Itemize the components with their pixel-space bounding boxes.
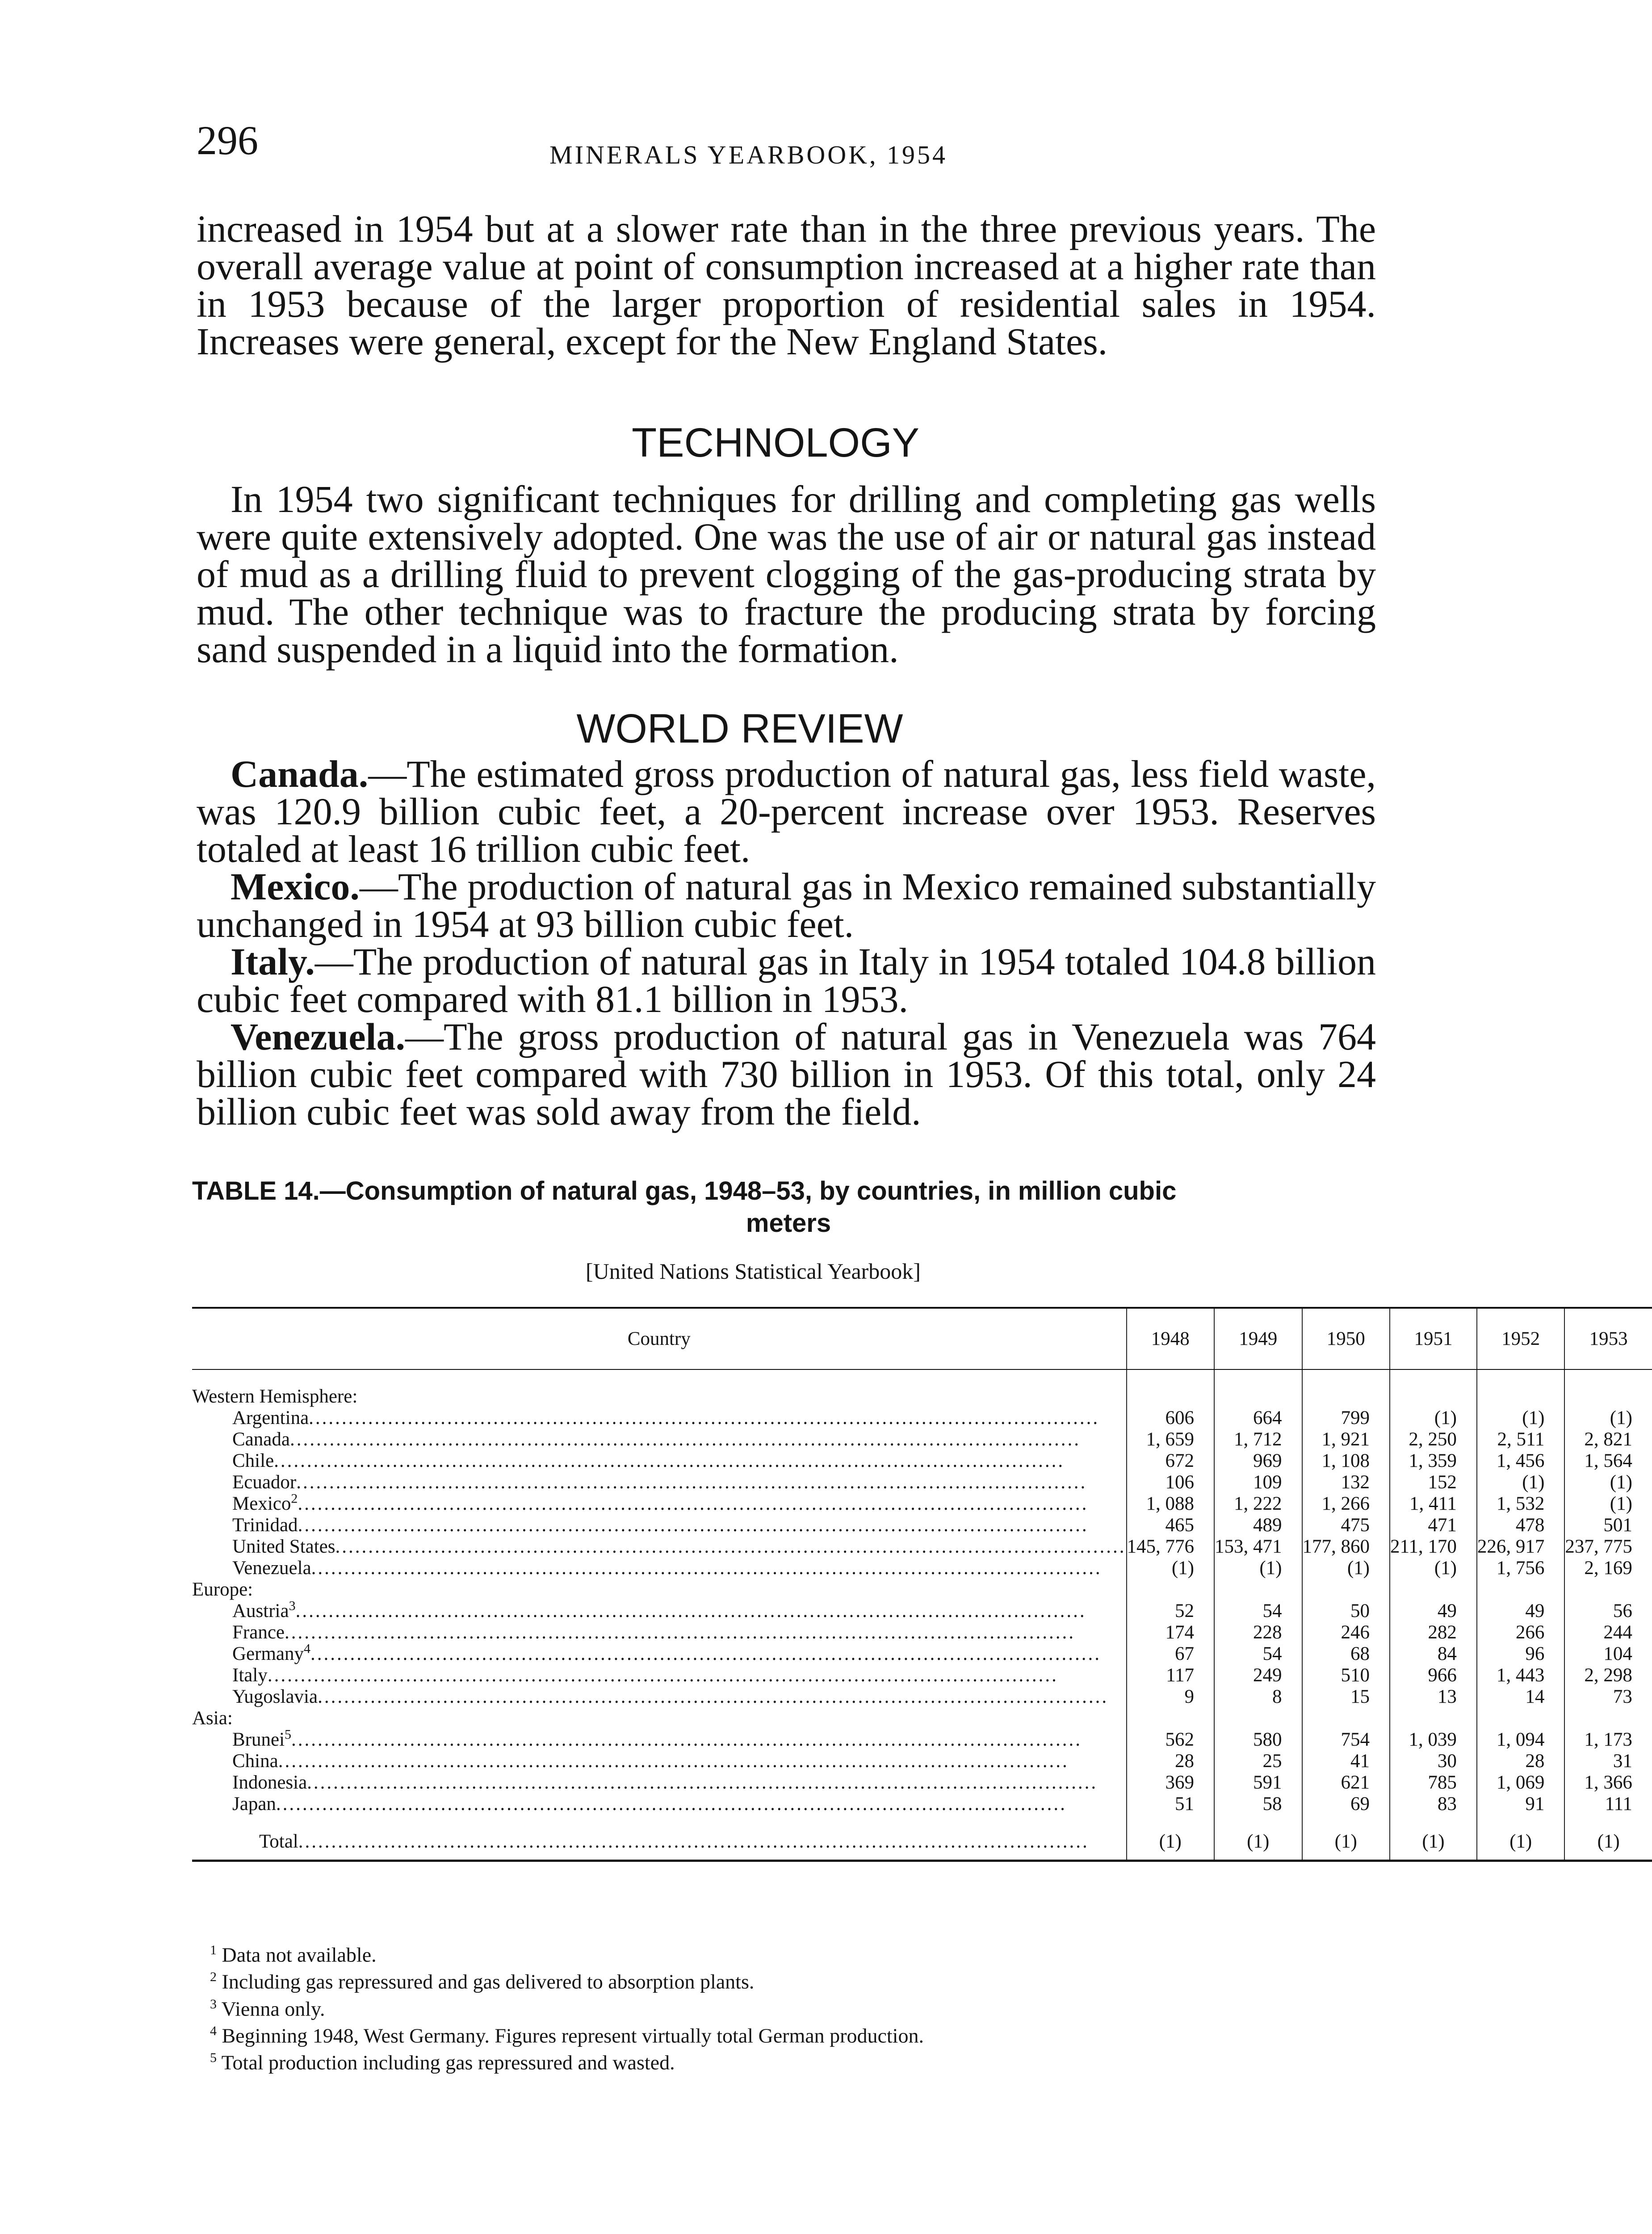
- table-bottom-rule: [192, 1861, 1652, 1862]
- table-cell-value: (1): [1477, 1472, 1565, 1493]
- footnote-marker: 3: [289, 1598, 296, 1613]
- table-cell-value: (1): [1390, 1831, 1477, 1861]
- table-cell-value: 104: [1564, 1643, 1652, 1665]
- table-row: [192, 1793, 1652, 1815]
- table-caption-line1: TABLE 14.—Consumption of natural gas, 1948–53, by countries, in million cubic: [192, 1176, 1177, 1205]
- table-cell-value: 1, 359: [1390, 1450, 1477, 1472]
- table-row-label: [192, 1772, 1127, 1793]
- table-cell-value: 1, 088: [1127, 1493, 1215, 1515]
- table-caption-line2: meters: [746, 1209, 831, 1238]
- technology-heading: TECHNOLOGY: [631, 420, 920, 466]
- leader-dots: ........................................................................................................................: [274, 1450, 1065, 1471]
- table-cell-value: 475: [1302, 1515, 1390, 1536]
- table-spacer-cell: [1214, 1369, 1302, 1386]
- table-cell-value: 91: [1477, 1793, 1565, 1815]
- footnote: [210, 1966, 924, 1993]
- table-spacer-cell: [1390, 1369, 1477, 1386]
- table-cell-value: (1): [1564, 1407, 1652, 1429]
- page-number: 296: [197, 118, 258, 163]
- table-spacer-cell: [1477, 1815, 1565, 1831]
- table-cell-value: 49: [1477, 1600, 1565, 1622]
- table-cell-value: 672: [1127, 1450, 1215, 1472]
- table-row-label: [192, 1729, 1127, 1751]
- table-group-row: [192, 1386, 1652, 1407]
- table-cell-empty: [1477, 1386, 1565, 1407]
- table-spacer-cell: [1127, 1815, 1215, 1831]
- table-spacer-cell: [1477, 1369, 1565, 1386]
- footnote-number: 5: [210, 2050, 217, 2066]
- table-cell-value: 83: [1390, 1793, 1477, 1815]
- table-cell-value: 58: [1214, 1793, 1302, 1815]
- leader-dots: ........................................................................................................................: [289, 1429, 1081, 1450]
- table-cell-value: 1, 069: [1477, 1772, 1565, 1793]
- table-row: [192, 1686, 1652, 1708]
- country-name: Italy: [232, 1665, 268, 1686]
- table-row-label: [192, 1665, 1127, 1686]
- table-cell-value: 2, 511: [1477, 1429, 1565, 1450]
- table-group-label: Europe:: [192, 1579, 253, 1600]
- leader-dots: ........................................................................................................................: [307, 1772, 1098, 1793]
- country-name: United States: [232, 1536, 335, 1557]
- table-row: [192, 1493, 1652, 1515]
- table-cell-value: 489: [1214, 1515, 1302, 1536]
- table-cell-value: 15: [1302, 1686, 1390, 1708]
- leader-dots: ........................................................................................................................: [278, 1751, 1069, 1772]
- table-spacer-cell: [1302, 1815, 1390, 1831]
- table-spacer-cell: [192, 1815, 1127, 1831]
- table-cell-empty: [1302, 1708, 1390, 1729]
- table-cell-empty: [1302, 1386, 1390, 1407]
- intro-paragraph: increased in 1954 but at a slower rate than in the three previous years. The overall average value at point of consumption increased at a higher rate than in 1953 because of the larger proportion of residential sales in 1954. Increases were general, except for the New England States.: [197, 207, 1376, 363]
- table-spacer-cell: [1127, 1369, 1215, 1386]
- table-row-label: [192, 1793, 1127, 1815]
- table-cell-value: 621: [1302, 1772, 1390, 1793]
- table-cell-value: 132: [1302, 1472, 1390, 1493]
- country-name: Chile: [232, 1450, 274, 1471]
- footnote-number: 2: [210, 1969, 217, 1985]
- table-cell-empty: [1477, 1708, 1565, 1729]
- table-row-label: [192, 1407, 1127, 1429]
- table-group-row: [192, 1708, 1652, 1729]
- table-cell-value: 8: [1214, 1686, 1302, 1708]
- country-lead: Mexico.: [231, 865, 360, 908]
- table-bottom-rule-cell: [192, 1861, 1652, 1862]
- table-cell-value: (1): [1302, 1831, 1390, 1861]
- table-cell-value: 1, 266: [1302, 1493, 1390, 1515]
- table-group-label: Western Hemisphere:: [192, 1386, 358, 1407]
- table-cell-value: 1, 756: [1477, 1558, 1565, 1579]
- column-header-year: 1948: [1127, 1308, 1215, 1369]
- table-row: [192, 1558, 1652, 1579]
- column-header-year: 1950: [1302, 1308, 1390, 1369]
- table-row-label: [192, 1450, 1127, 1472]
- table-spacer-cell: [192, 1369, 1127, 1386]
- table-cell-value: 2, 821: [1564, 1429, 1652, 1450]
- country-lead: Canada.: [231, 752, 369, 795]
- world-paragraph-italy: [197, 940, 1376, 1020]
- country-name: Mexico: [232, 1493, 291, 1514]
- leader-dots: ........................................................................................................................: [296, 1472, 1087, 1493]
- table-row-label: [192, 1686, 1127, 1708]
- table-cell-empty: [1302, 1579, 1390, 1600]
- table-cell-value: 68: [1302, 1643, 1390, 1665]
- table-cell-value: 249: [1214, 1665, 1302, 1686]
- table-cell-value: 41: [1302, 1751, 1390, 1772]
- table-cell-value: 50: [1302, 1600, 1390, 1622]
- table-cell-value: 69: [1302, 1793, 1390, 1815]
- table-cell-empty: [1564, 1579, 1652, 1600]
- footnote: [210, 1939, 924, 1966]
- column-header-year: 1953: [1564, 1308, 1652, 1369]
- table-row-label: [192, 1515, 1127, 1536]
- table-spacer-cell: [1564, 1815, 1652, 1831]
- table-row-label: [192, 1600, 1127, 1622]
- table-cell-value: 1, 443: [1477, 1665, 1565, 1686]
- technology-paragraph: In 1954 two significant techniques for drilling and completing gas wells were quite extensively adopted. One was the use of air or natural gas instead of mud as a drilling fluid to prevent clogging of the gas-producing strata by mud. The other technique was to fracture the producing strata by forcing sand suspended in a liquid into the formation.: [197, 478, 1376, 671]
- table-cell-value: 2, 298: [1564, 1665, 1652, 1686]
- footnotes: [210, 1939, 924, 2074]
- table-cell-value: 25: [1214, 1751, 1302, 1772]
- table-header-row: [192, 1308, 1652, 1369]
- table-body: [192, 1369, 1652, 1862]
- table-cell-value: 1, 222: [1214, 1493, 1302, 1515]
- table-cell-value: 174: [1127, 1622, 1215, 1643]
- table-cell-value: 591: [1214, 1772, 1302, 1793]
- table-cell-value: (1): [1564, 1831, 1652, 1861]
- table-cell-value: 111: [1564, 1793, 1652, 1815]
- table-cell-value: 369: [1127, 1772, 1215, 1793]
- paragraph-text: —The estimated gross production of natural gas, less field waste, was 120.9 billion cubic feet, a 20-percent increase over 1953. Reserves totaled at least 16 trillion cubic feet.: [197, 752, 1376, 870]
- leader-dots: ........................................................................................................................: [311, 1558, 1102, 1579]
- world-review-section: [197, 752, 1376, 1133]
- footnote-text: Including gas repressured and gas delivered to absorption plants.: [222, 1970, 755, 1993]
- table-spacer-row: [192, 1369, 1652, 1386]
- table-cell-value: 1, 532: [1477, 1493, 1565, 1515]
- table-source: [United Nations Statistical Yearbook]: [586, 1259, 921, 1284]
- table-cell-value: 1, 094: [1477, 1729, 1565, 1751]
- table-cell-value: 478: [1477, 1515, 1565, 1536]
- table-cell-empty: [1390, 1386, 1477, 1407]
- footnote-text: Data not available.: [222, 1943, 377, 1966]
- table-cell-value: 49: [1390, 1600, 1477, 1622]
- table-cell-empty: [1127, 1386, 1215, 1407]
- total-label: Total: [259, 1831, 298, 1852]
- country-name: Canada: [232, 1429, 290, 1450]
- footnote-number: 3: [210, 1996, 217, 2011]
- paragraph-text: —The gross production of natural gas in Venezuela was 764 billion cubic feet compared with 730 billion in 1953. Of this total, only 24 billion cubic feet was sold away from the field.: [197, 1015, 1376, 1133]
- table-cell-value: 84: [1390, 1643, 1477, 1665]
- table-cell-value: (1): [1390, 1558, 1477, 1579]
- country-name: Germany: [232, 1643, 304, 1664]
- table-spacer-cell: [1564, 1369, 1652, 1386]
- footnote-text: Total production including gas repressured and wasted.: [221, 2051, 675, 2074]
- table-cell-value: 580: [1214, 1729, 1302, 1751]
- column-header-year: 1952: [1477, 1308, 1565, 1369]
- table-row: [192, 1622, 1652, 1643]
- table-cell-value: 1, 712: [1214, 1429, 1302, 1450]
- paragraph-text: —The production of natural gas in Mexico remained substantially unchanged in 1954 at 93 billion cubic feet.: [197, 865, 1376, 945]
- country-name: Trinidad: [232, 1515, 298, 1536]
- table-row-label: [192, 1429, 1127, 1450]
- footnote: [210, 2047, 924, 2074]
- table-cell-value: 465: [1127, 1515, 1215, 1536]
- world-paragraph-mexico: [197, 865, 1376, 945]
- table-cell-value: 109: [1214, 1472, 1302, 1493]
- table-cell-value: 1, 039: [1390, 1729, 1477, 1751]
- footnote-number: 4: [210, 2023, 217, 2038]
- table-cell-empty: [1477, 1579, 1565, 1600]
- table-cell-value: 1, 366: [1564, 1772, 1652, 1793]
- footnote-marker: 2: [291, 1491, 298, 1506]
- table-cell-value: 28: [1477, 1751, 1565, 1772]
- table-row: [192, 1429, 1652, 1450]
- table-cell-value: (1): [1214, 1831, 1302, 1861]
- table-cell-value: 177, 860: [1302, 1536, 1390, 1558]
- table-spacer-cell: [1302, 1369, 1390, 1386]
- table-cell-empty: [1214, 1708, 1302, 1729]
- leader-dots: ........................................................................................................................: [295, 1600, 1086, 1621]
- country-name: Venezuela: [232, 1558, 311, 1579]
- table-cell-value: 31: [1564, 1751, 1652, 1772]
- table-row-label: [192, 1622, 1127, 1643]
- footnote: [210, 1993, 924, 2020]
- country-name: Austria: [232, 1600, 289, 1621]
- table-cell-value: 266: [1477, 1622, 1565, 1643]
- table-cell-value: (1): [1127, 1831, 1215, 1861]
- table-cell-value: 13: [1390, 1686, 1477, 1708]
- table-spacer-cell: [1390, 1815, 1477, 1831]
- table-cell-value: 1, 659: [1127, 1429, 1215, 1450]
- table-cell-value: 606: [1127, 1407, 1215, 1429]
- table-cell-value: 52: [1127, 1600, 1215, 1622]
- world-paragraph-canada: [197, 752, 1376, 870]
- table-cell-value: 117: [1127, 1665, 1215, 1686]
- country-name: Yugoslavia: [232, 1686, 318, 1707]
- column-header-country: Country: [192, 1308, 1127, 1369]
- country-name: Japan: [232, 1793, 276, 1814]
- table-cell-value: 106: [1127, 1472, 1215, 1493]
- table-row: [192, 1751, 1652, 1772]
- table-cell-value: 30: [1390, 1751, 1477, 1772]
- table-cell-value: 799: [1302, 1407, 1390, 1429]
- table-row: [192, 1472, 1652, 1493]
- leader-dots: ........................................................................................................................: [267, 1665, 1058, 1686]
- table-cell-value: 9: [1127, 1686, 1215, 1708]
- table-row-label: [192, 1831, 1127, 1861]
- table-row: [192, 1515, 1652, 1536]
- table-row-label: [192, 1493, 1127, 1515]
- table-cell-value: (1): [1390, 1407, 1477, 1429]
- table-cell-empty: [1214, 1386, 1302, 1407]
- footnote: [210, 2020, 924, 2047]
- country-lead: Venezuela.: [231, 1015, 405, 1058]
- country-name: China: [232, 1751, 278, 1772]
- leader-dots: ........................................................................................................................: [298, 1515, 1089, 1536]
- country-name: France: [232, 1622, 285, 1643]
- table-caption: [192, 1175, 1385, 1239]
- table-row: [192, 1600, 1652, 1622]
- table-cell-value: 2, 169: [1564, 1558, 1652, 1579]
- table-row: [192, 1450, 1652, 1472]
- leader-dots: ........................................................................................................................: [298, 1831, 1089, 1852]
- table-cell-value: 56: [1564, 1600, 1652, 1622]
- leader-dots: ........................................................................................................................: [291, 1729, 1082, 1750]
- table-cell-value: 969: [1214, 1450, 1302, 1472]
- table-cell-empty: [1390, 1579, 1477, 1600]
- table-cell-value: 471: [1390, 1515, 1477, 1536]
- table-cell-empty: [1564, 1386, 1652, 1407]
- table-cell-value: 67: [1127, 1643, 1215, 1665]
- footnote-text: Vienna only.: [221, 1997, 325, 2020]
- table-row-label: [192, 1751, 1127, 1772]
- table-cell-value: (1): [1477, 1407, 1565, 1429]
- country-name: Argentina: [232, 1407, 309, 1428]
- table-total-row: [192, 1831, 1652, 1861]
- table-cell-value: 1, 564: [1564, 1450, 1652, 1472]
- table-group-row: [192, 1579, 1652, 1600]
- footnote-marker: 5: [285, 1727, 292, 1742]
- table-group-label: Asia:: [192, 1708, 233, 1729]
- table-cell-value: (1): [1564, 1493, 1652, 1515]
- table-row-label: [192, 1472, 1127, 1493]
- running-title: MINERALS YEARBOOK, 1954: [549, 140, 948, 169]
- table-cell-value: 754: [1302, 1729, 1390, 1751]
- table-cell-value: 51: [1127, 1793, 1215, 1815]
- table-cell-value: 28: [1127, 1751, 1215, 1772]
- table-cell-empty: [1214, 1579, 1302, 1600]
- table-row: [192, 1536, 1652, 1558]
- table-cell-empty: [1127, 1708, 1215, 1729]
- table-cell-value: 1, 173: [1564, 1729, 1652, 1751]
- table-cell-value: (1): [1214, 1558, 1302, 1579]
- table-cell-value: 282: [1390, 1622, 1477, 1643]
- table-cell-value: 73: [1564, 1686, 1652, 1708]
- table-cell-value: 785: [1390, 1772, 1477, 1793]
- table-cell-value: 145, 776: [1127, 1536, 1215, 1558]
- table-cell-value: 2, 250: [1390, 1429, 1477, 1450]
- table-cell-value: 226, 917: [1477, 1536, 1565, 1558]
- table-cell-value: 246: [1302, 1622, 1390, 1643]
- leader-dots: ........................................................................................................................: [298, 1493, 1089, 1514]
- table-cell-value: 562: [1127, 1729, 1215, 1751]
- column-header-year: 1949: [1214, 1308, 1302, 1369]
- table-cell-value: 14: [1477, 1686, 1565, 1708]
- table-cell-value: 153, 471: [1214, 1536, 1302, 1558]
- table-cell-value: (1): [1477, 1831, 1565, 1861]
- footnote-text: Beginning 1948, West Germany. Figures represent virtually total German production.: [222, 2024, 924, 2047]
- column-header-year: 1951: [1390, 1308, 1477, 1369]
- table-cell-value: 211, 170: [1390, 1536, 1477, 1558]
- table-row-label: [192, 1536, 1127, 1558]
- table-cell-value: 54: [1214, 1643, 1302, 1665]
- table-row: [192, 1772, 1652, 1793]
- table-row-label: [192, 1643, 1127, 1665]
- leader-dots: ........................................................................................................................: [285, 1622, 1075, 1643]
- country-lead: Italy.: [231, 940, 315, 983]
- table-cell-empty: [1390, 1708, 1477, 1729]
- table-cell-value: 501: [1564, 1515, 1652, 1536]
- table-cell-value: 664: [1214, 1407, 1302, 1429]
- country-name: Ecuador: [232, 1472, 297, 1493]
- footnote-marker: 4: [304, 1641, 310, 1656]
- leader-dots: ........................................................................................................................: [309, 1407, 1100, 1428]
- table-cell-value: 1, 921: [1302, 1429, 1390, 1450]
- leader-dots: ........................................................................................................................: [318, 1686, 1109, 1707]
- footnote-number: 1: [210, 1943, 217, 1957]
- table-row-label: [192, 1558, 1127, 1579]
- table-cell-value: 96: [1477, 1643, 1565, 1665]
- table-cell-value: 228: [1214, 1622, 1302, 1643]
- table-row: [192, 1643, 1652, 1665]
- leader-dots: ........................................................................................................................: [310, 1643, 1101, 1664]
- table-cell-value: (1): [1127, 1558, 1215, 1579]
- table-row: [192, 1665, 1652, 1686]
- world-review-heading: WORLD REVIEW: [576, 706, 903, 752]
- table-cell-value: 1, 108: [1302, 1450, 1390, 1472]
- world-paragraph-venezuela: [197, 1015, 1376, 1133]
- table-cell-value: (1): [1302, 1558, 1390, 1579]
- table-cell-empty: [1127, 1579, 1215, 1600]
- table-cell-value: 54: [1214, 1600, 1302, 1622]
- country-name: Brunei: [232, 1729, 285, 1750]
- country-name: Indonesia: [232, 1772, 307, 1793]
- table-cell-value: 152: [1390, 1472, 1477, 1493]
- table-cell-value: (1): [1564, 1472, 1652, 1493]
- table-spacer-row: [192, 1815, 1652, 1831]
- leader-dots: ........................................................................................................................: [335, 1536, 1126, 1557]
- table-row: [192, 1729, 1652, 1751]
- table-spacer-cell: [1214, 1815, 1302, 1831]
- table-cell-value: 966: [1390, 1665, 1477, 1686]
- table-cell-value: 1, 411: [1390, 1493, 1477, 1515]
- consumption-table: [192, 1307, 1652, 1862]
- table-row: [192, 1407, 1652, 1429]
- table-cell-value: 244: [1564, 1622, 1652, 1643]
- table-cell-value: 510: [1302, 1665, 1390, 1686]
- table-cell-value: 1, 456: [1477, 1450, 1565, 1472]
- table-cell-value: 237, 775: [1564, 1536, 1652, 1558]
- paragraph-text: —The production of natural gas in Italy in 1954 totaled 104.8 billion cubic feet compared with 81.1 billion in 1953.: [197, 940, 1376, 1020]
- leader-dots: ........................................................................................................................: [276, 1793, 1067, 1814]
- table-cell-empty: [1564, 1708, 1652, 1729]
